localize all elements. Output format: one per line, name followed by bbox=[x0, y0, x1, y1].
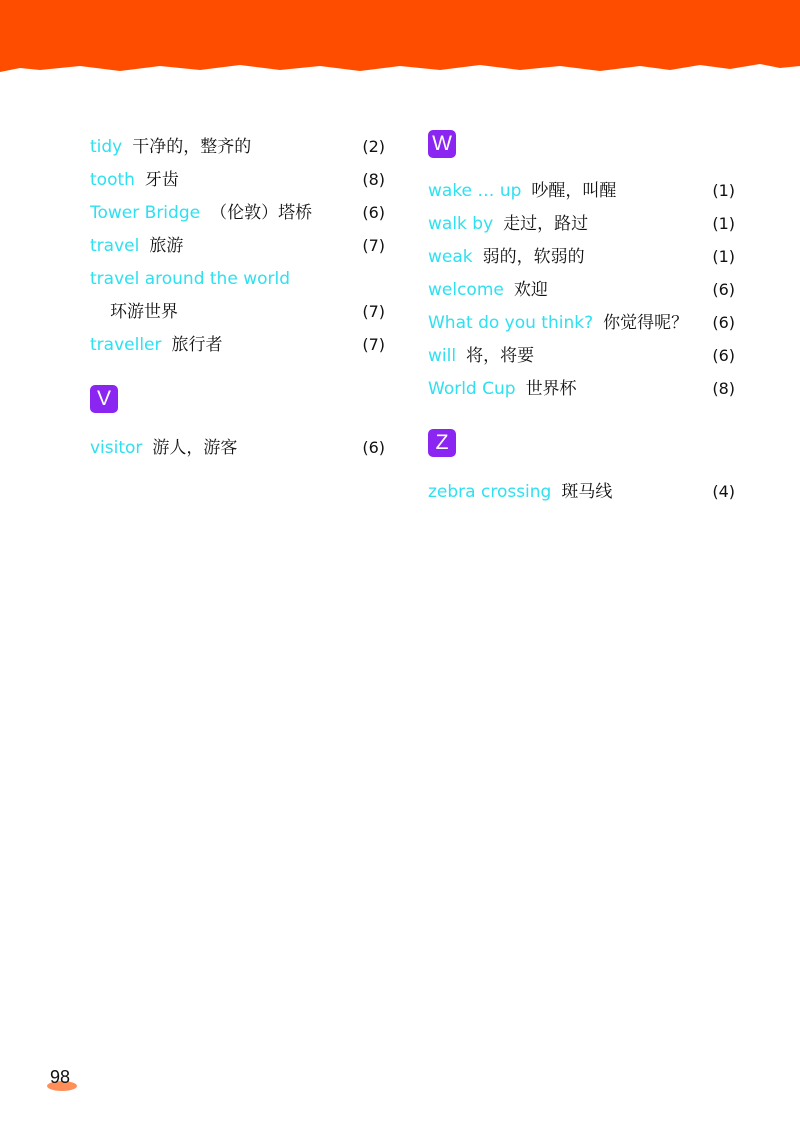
english-word: walk by bbox=[428, 214, 494, 234]
english-word: Tower Bridge bbox=[90, 203, 201, 223]
vocab-entry-continuation bbox=[90, 297, 385, 330]
unit-number: (2) bbox=[362, 137, 385, 156]
chinese-meaning: 将，将要 bbox=[466, 346, 535, 366]
vocab-entry-tidy bbox=[90, 132, 385, 165]
unit-number: (4) bbox=[712, 482, 735, 501]
english-word: tooth bbox=[90, 170, 135, 190]
english-word: zebra crossing bbox=[428, 482, 552, 502]
unit-number: (6) bbox=[362, 203, 385, 222]
unit-number: (1) bbox=[712, 247, 735, 266]
chinese-meaning: 走过，路过 bbox=[503, 214, 589, 234]
chinese-meaning: 环游世界 bbox=[110, 302, 178, 322]
vocab-entry-zebra-crossing bbox=[428, 477, 735, 510]
chinese-meaning: 世界杯 bbox=[525, 379, 577, 399]
unit-number: (1) bbox=[712, 181, 735, 200]
top-orange-banner bbox=[0, 0, 800, 80]
vocab-entry-weak bbox=[428, 242, 735, 275]
left-column bbox=[90, 132, 385, 466]
chinese-meaning: 你觉得呢？ bbox=[603, 313, 689, 333]
vocab-entry-travel-around-the-world bbox=[90, 264, 385, 297]
unit-number: (6) bbox=[712, 346, 735, 365]
vocab-entry-will bbox=[428, 341, 735, 374]
vocab-entry-world-cup bbox=[428, 374, 735, 407]
unit-number: (8) bbox=[712, 379, 735, 398]
chinese-meaning: 旅游 bbox=[149, 236, 184, 256]
vocab-entry-traveller bbox=[90, 330, 385, 363]
english-word: travel around the world bbox=[90, 269, 291, 289]
chinese-meaning: 干净的，整齐的 bbox=[132, 137, 252, 157]
english-word: traveller bbox=[90, 335, 162, 355]
english-word: What do you think? bbox=[428, 313, 594, 333]
chinese-meaning: 弱的，软弱的 bbox=[482, 247, 585, 267]
chinese-meaning: 游人，游客 bbox=[152, 438, 238, 458]
vocab-entry-tower-bridge bbox=[90, 198, 385, 231]
unit-number: (8) bbox=[362, 170, 385, 189]
vocab-entry-tooth bbox=[90, 165, 385, 198]
right-column bbox=[428, 130, 735, 510]
chinese-meaning: 吵醒，叫醒 bbox=[531, 181, 617, 201]
english-word: will bbox=[428, 346, 457, 366]
vocab-entry-welcome bbox=[428, 275, 735, 308]
english-word: World Cup bbox=[428, 379, 516, 399]
english-word: wake … up bbox=[428, 181, 522, 201]
chinese-meaning: （伦敦）塔桥 bbox=[210, 203, 313, 223]
unit-number: (1) bbox=[712, 214, 735, 233]
english-word: weak bbox=[428, 247, 473, 267]
unit-number: (7) bbox=[362, 236, 385, 255]
unit-number: (7) bbox=[362, 335, 385, 354]
vocab-entry-walk-by bbox=[428, 209, 735, 242]
section-letter-z: Z bbox=[428, 429, 456, 457]
section-letter-v: V bbox=[90, 385, 118, 413]
section-letter-w: W bbox=[428, 130, 456, 158]
chinese-meaning: 欢迎 bbox=[513, 280, 548, 300]
unit-number: (6) bbox=[712, 280, 735, 299]
vocab-entry-travel bbox=[90, 231, 385, 264]
chinese-meaning: 斑马线 bbox=[561, 482, 613, 502]
chinese-meaning: 旅行者 bbox=[171, 335, 223, 355]
english-word: visitor bbox=[90, 438, 143, 458]
english-word: travel bbox=[90, 236, 140, 256]
vocab-entry-wake-up bbox=[428, 176, 735, 209]
unit-number: (6) bbox=[712, 313, 735, 332]
page-number: 98 bbox=[50, 1067, 71, 1087]
english-word: welcome bbox=[428, 280, 504, 300]
english-word: tidy bbox=[90, 137, 123, 157]
unit-number: (6) bbox=[362, 438, 385, 457]
unit-number: (7) bbox=[362, 302, 385, 321]
vocab-entry-visitor bbox=[90, 433, 385, 466]
vocab-entry-what-do-you-think bbox=[428, 308, 735, 341]
chinese-meaning: 牙齿 bbox=[144, 170, 179, 190]
